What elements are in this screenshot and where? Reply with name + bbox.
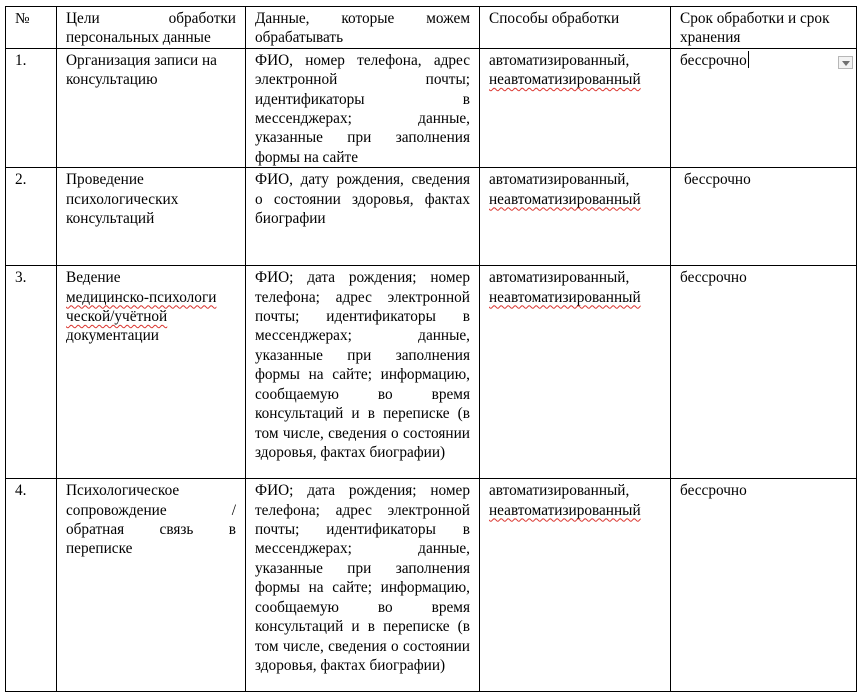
purpose-line: ческой/учётной: [66, 308, 168, 326]
method-automated: автоматизированный,: [489, 51, 630, 69]
method-manual: неавтоматизированный: [489, 190, 641, 208]
method-manual: неавтоматизированный: [489, 501, 641, 519]
row-data[interactable]: ФИО, дату рождения, сведения о состоянии здоровья, фактах биографии: [246, 168, 480, 266]
table-row: [6, 479, 857, 692]
row-term[interactable]: бессрочно: [671, 479, 857, 692]
row-methods[interactable]: [480, 168, 671, 266]
row-data[interactable]: ФИО; дата рождения; номер телефона; адрес электронной почты; идентификаторы в мессенджерах; данные, указанные при заполнения формы на сайте; информацию, сообщаемую во время консультаций и в переписке (в том числе, сведения о состоянии здоровья, фактах биографии): [246, 266, 480, 479]
row-methods[interactable]: [480, 48, 671, 167]
header-num[interactable]: №: [6, 7, 57, 49]
row-purpose[interactable]: Проведение психологических консультаций: [57, 168, 246, 266]
method-automated: автоматизированный,: [489, 269, 630, 287]
row-data[interactable]: ФИО, номер телефона, адрес электронной почты; идентификаторы в мессенджерах; данные, указанные при заполнения формы на сайте: [246, 48, 480, 167]
row-purpose[interactable]: [57, 266, 246, 479]
row-num[interactable]: 1.: [6, 48, 57, 167]
method-automated: автоматизированный,: [489, 482, 630, 500]
personal-data-processing-table: [5, 6, 857, 692]
dropdown-button[interactable]: [838, 56, 853, 69]
purpose-line: медицинско-психологи: [66, 288, 217, 306]
term-text: бессрочно: [680, 51, 747, 69]
method-manual: неавтоматизированный: [489, 288, 641, 306]
method-manual: неавтоматизированный: [489, 71, 641, 89]
row-term[interactable]: бессрочно: [671, 266, 857, 479]
row-num[interactable]: 3.: [6, 266, 57, 479]
header-methods[interactable]: Способы обработки: [480, 7, 671, 49]
table-row: [6, 48, 857, 167]
purpose-line: документации: [66, 327, 159, 345]
table-row: [6, 168, 857, 266]
header-data[interactable]: Данные, которые можем обрабатывать: [246, 7, 480, 49]
chevron-down-icon: [842, 61, 850, 66]
row-data[interactable]: ФИО; дата рождения; номер телефона; адрес электронной почты; идентификаторы в мессенджерах; данные, указанные при заполнения формы на сайте; информацию, сообщаемую во время консультаций и в переписке (в том числе, сведения о состоянии здоровья, фактах биографии): [246, 479, 480, 692]
table-row: [6, 266, 857, 479]
purpose-line: Ведение: [66, 269, 121, 287]
row-purpose[interactable]: Психологическое сопровождение / обратная связь в переписке: [57, 479, 246, 692]
row-methods[interactable]: [480, 266, 671, 479]
row-purpose[interactable]: Организация записи на консультацию: [57, 48, 246, 167]
text-cursor: [748, 51, 749, 68]
method-automated: автоматизированный,: [489, 171, 630, 189]
table-header-row: [6, 7, 857, 49]
row-term[interactable]: [671, 48, 857, 167]
header-purpose[interactable]: Цели обработки персональных данные: [57, 7, 246, 49]
row-num[interactable]: 2.: [6, 168, 57, 266]
row-methods[interactable]: [480, 479, 671, 692]
row-term[interactable]: [671, 168, 857, 266]
term-text: бессрочно: [684, 171, 751, 189]
row-num[interactable]: 4.: [6, 479, 57, 692]
header-term[interactable]: Срок обработки и срок хранения: [671, 7, 857, 49]
